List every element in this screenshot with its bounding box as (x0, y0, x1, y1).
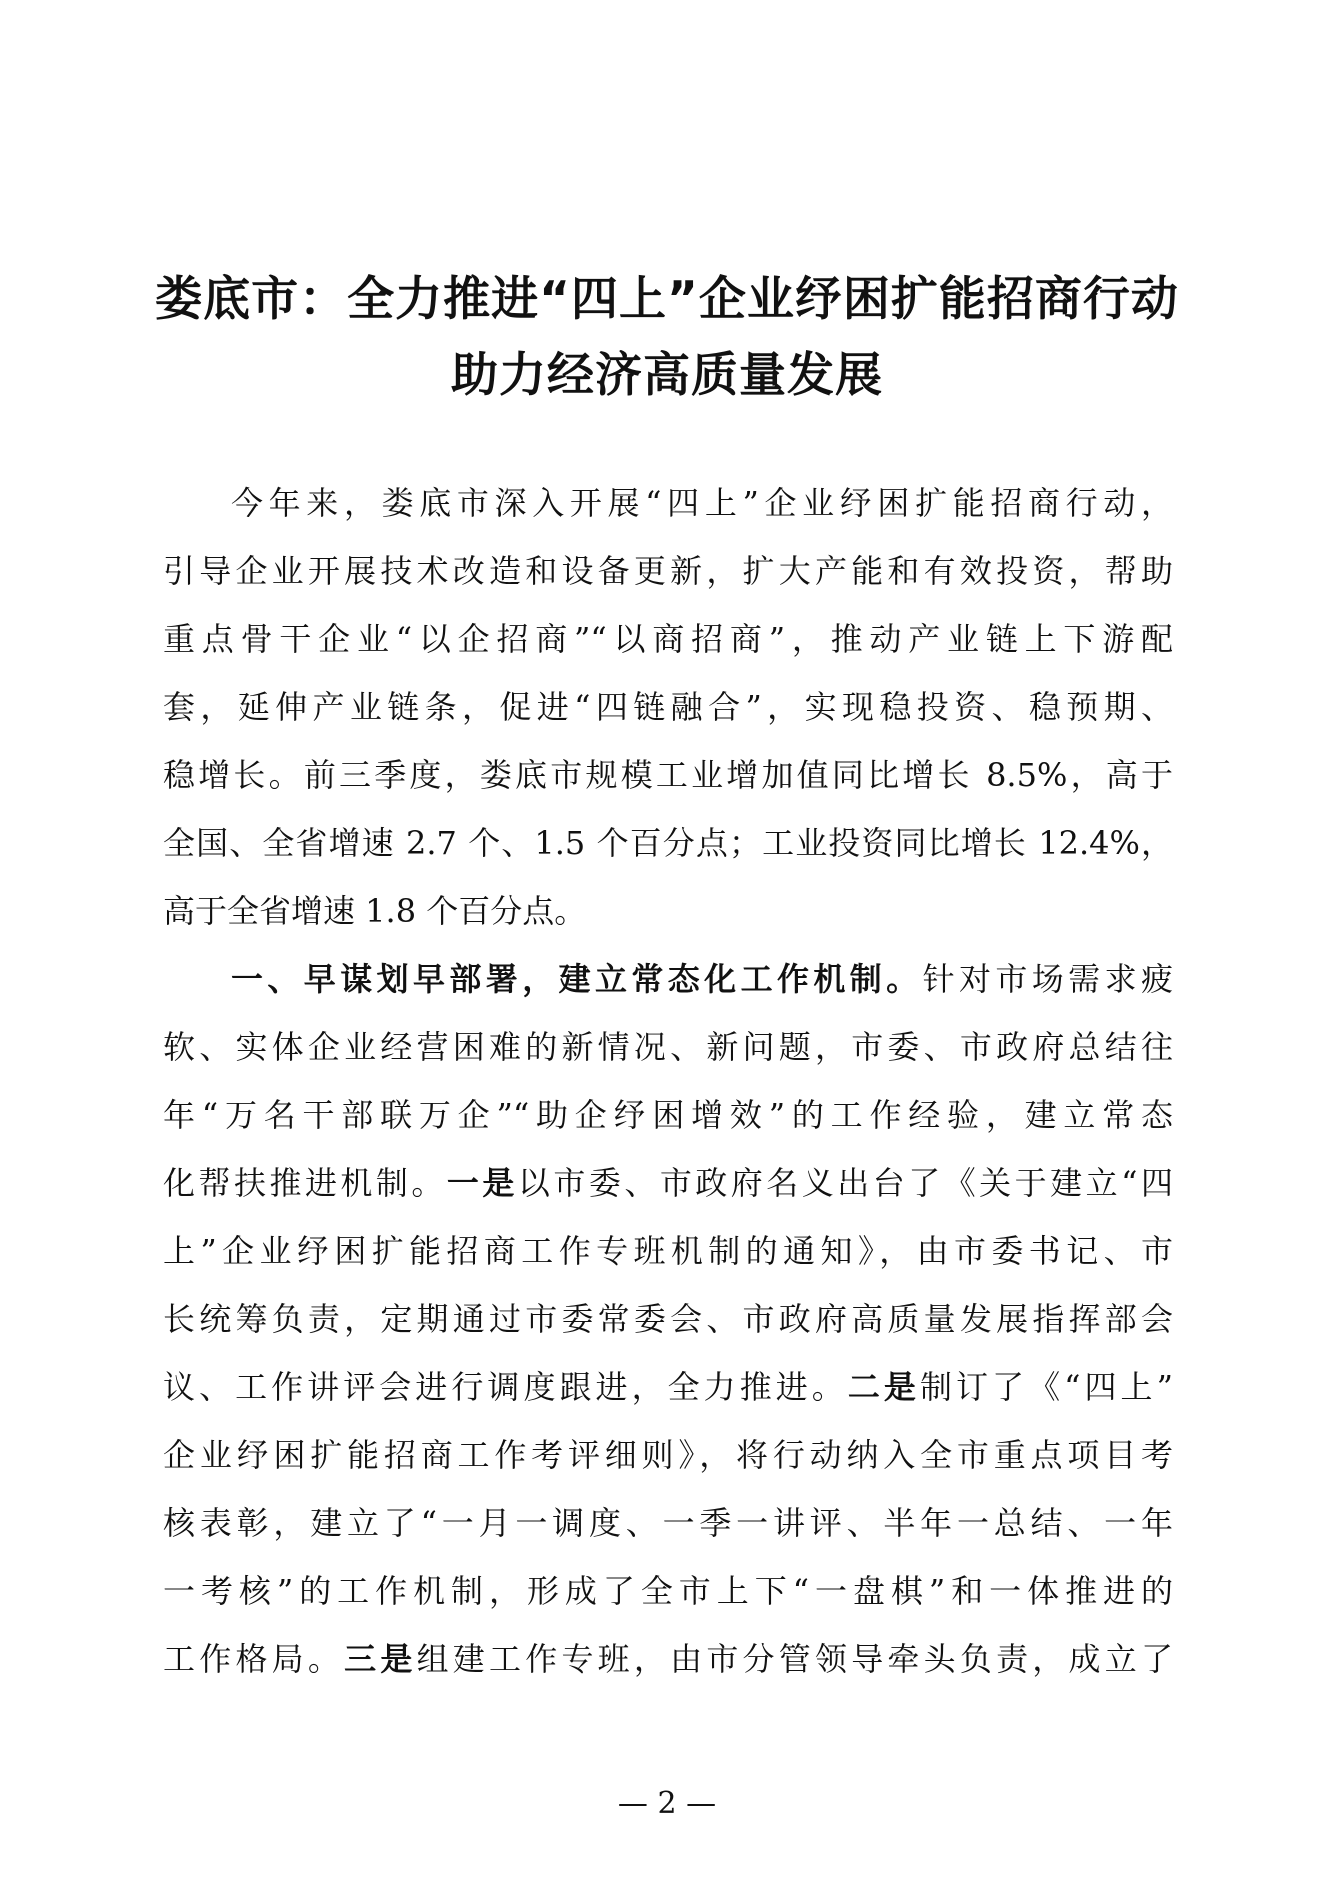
text-span: 制订了《“四上” (919, 1368, 1173, 1406)
section-heading-rest: 针对市场需求疲 (922, 960, 1173, 998)
title-line-2: 助力经济高质量发展 (451, 348, 883, 403)
paragraph-line (163, 1149, 1173, 1217)
paragraph-line: 软、实体企业经营困难的新情况、新问题，市委、市政府总结往 (163, 1028, 1173, 1066)
paragraph-line: 稳增长。前三季度，娄底市规模工业增加值同比增长 8.5%，高于 (163, 756, 1173, 794)
paragraph-line: 今年来，娄底市深入开展“四上”企业纾困扩能招商行动， (231, 484, 1173, 522)
paragraph-line: 套，延伸产业链条，促进“四链融合”，实现稳投资、稳预期、 (163, 688, 1173, 726)
page-number: — 2 — (617, 1786, 717, 1821)
paragraph-line: 高于全省增速 1.8 个百分点。 (163, 892, 587, 930)
paragraph-line: 全国、全省增速 2.7 个、1.5 个百分点；工业投资同比增长 12.4%， (163, 824, 1173, 862)
document-title (140, 262, 1194, 414)
text-span: 议、工作讲评会进行调度跟进，全力推进。 (163, 1368, 848, 1406)
second-point-label: 二是 (847, 1368, 920, 1406)
paragraph-line: 上”企业纾困扩能招商工作专班机制的通知》，由市委书记、市 (163, 1232, 1173, 1270)
paragraph-line: 企业纾困扩能招商工作考评细则》，将行动纳入全市重点项目考 (163, 1436, 1173, 1474)
paragraph-line: 一考核”的工作机制，形成了全市上下“一盘棋”和一体推进的 (163, 1572, 1173, 1610)
paragraph-line: 引导企业开展技术改造和设备更新，扩大产能和有效投资，帮助 (163, 552, 1173, 590)
first-point-label: 一是 (446, 1164, 518, 1202)
document-body (163, 469, 1173, 1693)
paragraph-line (163, 1625, 1173, 1693)
text-span: 工作格局。 (163, 1640, 345, 1678)
text-span: 组建工作专班，由市分管领导牵头负责，成立了 (416, 1640, 1173, 1678)
section-heading: 一、早谋划早部署，建立常态化工作机制。 (231, 960, 923, 998)
paragraph-line: 重点骨干企业“以企招商”“以商招商”，推动产业链上下游配 (163, 620, 1173, 658)
title-line-1: 娄底市：全力推进“四上”企业纾困扩能招商行动 (155, 272, 1179, 327)
section-heading-line (163, 945, 1173, 1013)
text-span: 以市委、市政府名义出台了《关于建立“四 (517, 1164, 1173, 1202)
paragraph-line (163, 1353, 1173, 1421)
text-span: 化帮扶推进机制。 (163, 1164, 447, 1202)
paragraph-line: 长统筹负责，定期通过市委常委会、市政府高质量发展指挥部会 (163, 1300, 1173, 1338)
paragraph-line: 年“万名干部联万企”“助企纾困增效”的工作经验，建立常态 (163, 1096, 1173, 1134)
paragraph-line: 核表彰，建立了“一月一调度、一季一讲评、半年一总结、一年 (163, 1504, 1173, 1542)
third-point-label: 三是 (344, 1640, 417, 1678)
